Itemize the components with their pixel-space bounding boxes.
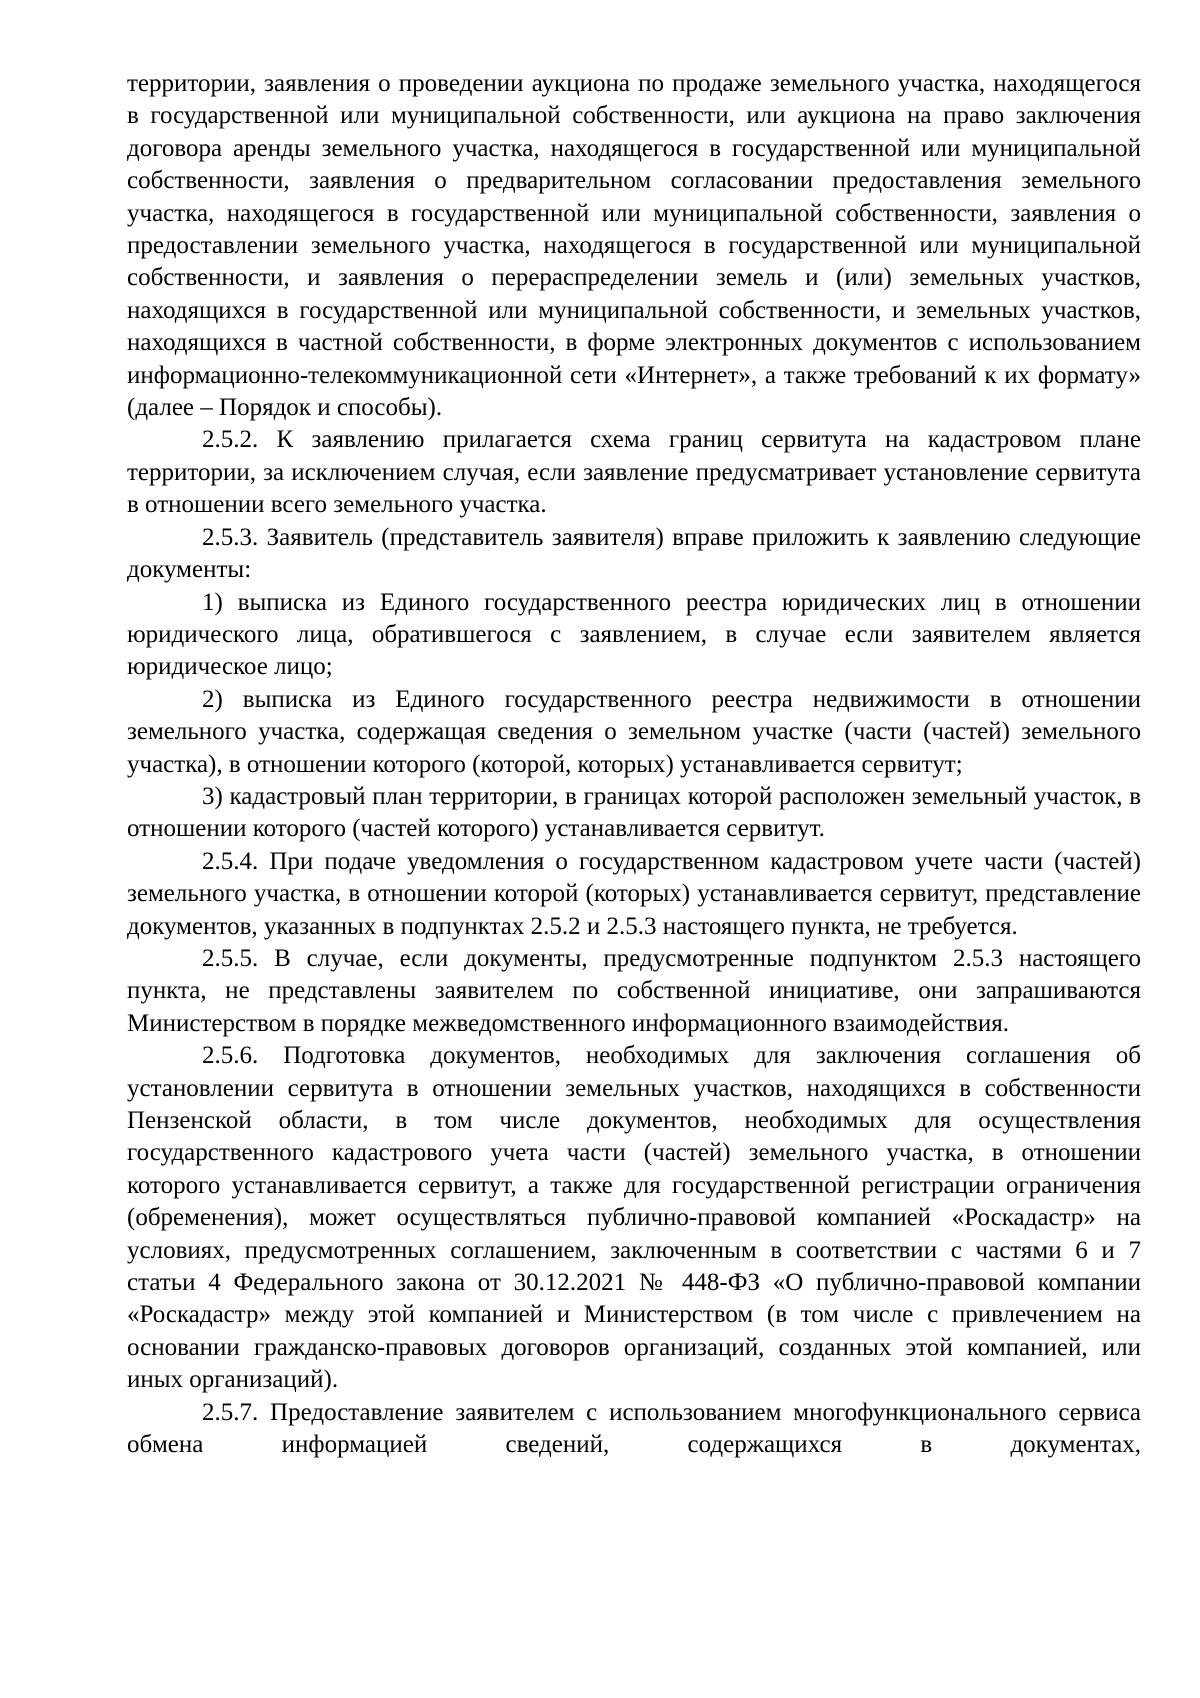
list-item-3: 3) кадастровый план территории, в границах которой расположен земельный участок, в отношении которого (частей которого) устанавливается сервитут. — [127, 782, 1141, 843]
paragraph-2-5-2: 2.5.2. К заявлению прилагается схема границ сервитута на кадастровом плане территории, за исключением случая, если заявление предусматривает установление сервитута в отношении всего земельного участка. — [127, 426, 1141, 519]
list-item-1: 1) выписка из Единого государственного реестра юридических лиц в отношении юридического лица, обратившегося с заявлением, в случае если заявителем является юридическое лицо; — [127, 588, 1141, 681]
paragraph-2-5-5: 2.5.5. В случае, если документы, предусмотренные подпунктом 2.5.3 настоящего пункта, не представлены заявителем по собственной инициативе, они запрашиваются Министерством в порядке межведомственного информационного взаимодействия. — [127, 944, 1141, 1037]
paragraph-2-5-3: 2.5.3. Заявитель (представитель заявителя) вправе приложить к заявлению следующие документы: — [127, 523, 1141, 584]
paragraph-2-5-4: 2.5.4. При подаче уведомления о государственном кадастровом учете части (частей) земельного участка, в отношении которой (которых) устанавливается сервитут, представление документов, указанных в подпунктах 2.5.2 и 2.5.3 настоящего пункта, не требуется. — [127, 847, 1141, 940]
paragraph-2-5-7: 2.5.7. Предоставление заявителем с использованием многофункционального сервиса обмена информацией сведений, содержащихся в документах, — [127, 1398, 1141, 1459]
paragraph-continuation: территории, заявления о проведении аукциона по продаже земельного участка, находящегося в государственной или муниципальной собственности, или аукциона на право заключения договора аренды земельного участка, находящегося в государственной или муниципальной собственности, заявления о предварительном согласовании предоставления земельного участка, находящегося в государственной или муниципальной собственности, заявления о предоставлении земельного участка, находящегося в государственной или муниципальной собственности, и заявления о перераспределении земель и (или) земельных участков, находящихся в государственной или муниципальной собственности, и земельных участков, находящихся в частной собственности, в форме электронных документов с использованием информационно-телекоммуникационной сети «Интернет», а также требований к их формату» (далее – Порядок и способы). — [127, 70, 1141, 422]
paragraph-2-5-6: 2.5.6. Подготовка документов, необходимых для заключения соглашения об установлении сервитута в отношении земельных участков, находящихся в собственности Пензенской области, в том числе документов, необходимых для осуществления государственного кадастрового учета части (частей) земельного участка, в отношении которого устанавливается сервитут, а также для государственной регистрации ограничения (обременения), может осуществляться публично-правовой компанией «Роскадастр» на условиях, предусмотренных соглашением, заключенным в соответствии с частями 6 и 7 статьи 4 Федерального закона от 30.12.2021 № 448-ФЗ «О публично-правовой компании «Роскадастр» между этой компанией и Министерством (в том числе с привлечением на основании гражданско-правовых договоров организаций, созданных этой компанией, или иных организаций). — [127, 1042, 1141, 1394]
list-item-2: 2) выписка из Единого государственного реестра недвижимости в отношении земельного участка, содержащая сведения о земельном участке (части (частей) земельного участка), в отношении которого (которой, которых) устанавливается сервитут; — [127, 685, 1141, 778]
document-body — [127, 68, 1141, 1461]
